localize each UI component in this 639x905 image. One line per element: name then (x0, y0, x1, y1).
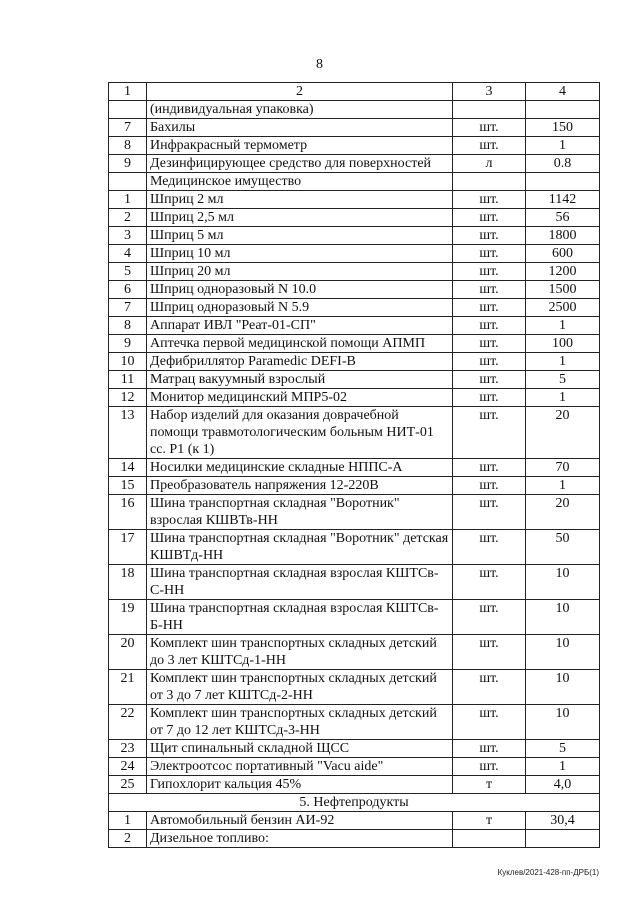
table-row (109, 281, 600, 299)
row-number: 16 (109, 495, 147, 530)
table-row (109, 209, 600, 227)
unit: л (453, 155, 526, 173)
row-number: 14 (109, 459, 147, 477)
unit: шт. (453, 245, 526, 263)
quantity: 56 (526, 209, 600, 227)
row-number: 13 (109, 407, 147, 459)
quantity: 2500 (526, 299, 600, 317)
table-row (109, 137, 600, 155)
item-name: Шприц 20 мл (147, 263, 453, 281)
item-name: Электроотсос портативный "Vacu aide" (147, 758, 453, 776)
quantity: 1 (526, 758, 600, 776)
unit (453, 173, 526, 191)
item-name: Шприц одноразовый N 5.9 (147, 299, 453, 317)
item-name: Аппарат ИВЛ "Реат-01-СП" (147, 317, 453, 335)
quantity: 1 (526, 317, 600, 335)
table-row (109, 830, 600, 848)
row-number: 8 (109, 137, 147, 155)
quantity: 100 (526, 335, 600, 353)
quantity: 1 (526, 353, 600, 371)
unit: шт. (453, 670, 526, 705)
quantity: 1142 (526, 191, 600, 209)
table-row (109, 776, 600, 794)
item-name: Комплект шин транспортных складных детский от 7 до 12 лет КШТСд-3-НН (147, 705, 453, 740)
unit: шт. (453, 119, 526, 137)
section-row (109, 794, 600, 812)
row-number: 19 (109, 600, 147, 635)
item-name: Инфракрасный термометр (147, 137, 453, 155)
row-number: 1 (109, 812, 147, 830)
item-name: Шприц 2 мл (147, 191, 453, 209)
quantity: 5 (526, 740, 600, 758)
item-name: Дизельное топливо: (147, 830, 453, 848)
unit: шт. (453, 389, 526, 407)
unit: шт. (453, 299, 526, 317)
item-name: Шина транспортная складная "Воротник" детская КШВТд-НН (147, 530, 453, 565)
unit: шт. (453, 371, 526, 389)
table-row (109, 459, 600, 477)
table-header-row (109, 83, 600, 101)
unit: шт. (453, 209, 526, 227)
quantity: 10 (526, 565, 600, 600)
quantity: 20 (526, 407, 600, 459)
table-row (109, 101, 600, 119)
table-row (109, 812, 600, 830)
item-name: Дезинфицирующее средство для поверхностей (147, 155, 453, 173)
document-code: Куклев/2021-428-пп-ДРБ(1) (497, 868, 599, 877)
unit: шт. (453, 137, 526, 155)
table-row (109, 335, 600, 353)
item-name: Щит спинальный складной ЩСС (147, 740, 453, 758)
table-row (109, 705, 600, 740)
unit: шт. (453, 635, 526, 670)
quantity: 10 (526, 670, 600, 705)
unit (453, 101, 526, 119)
unit: шт. (453, 459, 526, 477)
table-row (109, 173, 600, 191)
item-name: Медицинское имущество (147, 173, 453, 191)
section-title: 5. Нефтепродукты (109, 794, 600, 812)
quantity: 10 (526, 635, 600, 670)
row-number: 9 (109, 335, 147, 353)
table-row (109, 670, 600, 705)
table-row (109, 119, 600, 137)
item-name: Гипохлорит кальция 45% (147, 776, 453, 794)
item-name: Автомобильный бензин АИ-92 (147, 812, 453, 830)
supplies-table (108, 82, 600, 848)
quantity: 20 (526, 495, 600, 530)
item-name: Шприц 2,5 мл (147, 209, 453, 227)
row-number: 15 (109, 477, 147, 495)
unit: шт. (453, 530, 526, 565)
row-number: 9 (109, 155, 147, 173)
unit: т (453, 812, 526, 830)
table-row (109, 389, 600, 407)
table-row (109, 371, 600, 389)
row-number: 5 (109, 263, 147, 281)
row-number: 18 (109, 565, 147, 600)
item-name: Шина транспортная складная взрослая КШТСв-Б-НН (147, 600, 453, 635)
item-name: Бахилы (147, 119, 453, 137)
row-number: 2 (109, 209, 147, 227)
item-name: Преобразователь напряжения 12-220В (147, 477, 453, 495)
item-name: Шина транспортная складная "Воротник" взрослая КШВТв-НН (147, 495, 453, 530)
table-row (109, 530, 600, 565)
unit (453, 830, 526, 848)
unit: шт. (453, 565, 526, 600)
header-cell: 3 (453, 83, 526, 101)
unit: шт. (453, 353, 526, 371)
table-row (109, 191, 600, 209)
row-number: 11 (109, 371, 147, 389)
row-number: 2 (109, 830, 147, 848)
table-row (109, 245, 600, 263)
item-name: Дефибриллятор Paramedic DEFI-B (147, 353, 453, 371)
page-number: 8 (316, 57, 323, 72)
row-number: 25 (109, 776, 147, 794)
item-name: Носилки медицинские складные НППС-А (147, 459, 453, 477)
quantity: 1 (526, 389, 600, 407)
item-name: Шприц одноразовый N 10.0 (147, 281, 453, 299)
item-name: Шприц 10 мл (147, 245, 453, 263)
table-row (109, 495, 600, 530)
row-number: 3 (109, 227, 147, 245)
unit: шт. (453, 281, 526, 299)
row-number (109, 173, 147, 191)
item-name: Набор изделий для оказания доврачебной помощи травмотологическим больным НИТ-01 сс. Р1 (к 1) (147, 407, 453, 459)
row-number: 1 (109, 191, 147, 209)
table-row (109, 155, 600, 173)
unit: т (453, 776, 526, 794)
row-number (109, 101, 147, 119)
table-row (109, 565, 600, 600)
row-number: 6 (109, 281, 147, 299)
quantity: 1 (526, 477, 600, 495)
quantity: 10 (526, 705, 600, 740)
row-number: 4 (109, 245, 147, 263)
table-row (109, 407, 600, 459)
table-row (109, 758, 600, 776)
row-number: 23 (109, 740, 147, 758)
unit: шт. (453, 317, 526, 335)
unit: шт. (453, 600, 526, 635)
row-number: 17 (109, 530, 147, 565)
quantity: 4,0 (526, 776, 600, 794)
table-row (109, 353, 600, 371)
unit: шт. (453, 495, 526, 530)
table-row (109, 263, 600, 281)
row-number: 8 (109, 317, 147, 335)
row-number: 12 (109, 389, 147, 407)
header-cell: 1 (109, 83, 147, 101)
quantity: 5 (526, 371, 600, 389)
table-row (109, 299, 600, 317)
item-name: (индивидуальная упаковка) (147, 101, 453, 119)
quantity: 10 (526, 600, 600, 635)
quantity (526, 101, 600, 119)
unit: шт. (453, 477, 526, 495)
quantity (526, 830, 600, 848)
unit: шт. (453, 758, 526, 776)
table-row (109, 635, 600, 670)
unit: шт. (453, 705, 526, 740)
row-number: 21 (109, 670, 147, 705)
row-number: 7 (109, 299, 147, 317)
quantity: 600 (526, 245, 600, 263)
unit: шт. (453, 227, 526, 245)
unit: шт. (453, 740, 526, 758)
quantity (526, 173, 600, 191)
quantity: 70 (526, 459, 600, 477)
quantity: 30,4 (526, 812, 600, 830)
row-number: 22 (109, 705, 147, 740)
item-name: Матрац вакуумный взрослый (147, 371, 453, 389)
unit: шт. (453, 263, 526, 281)
header-cell: 4 (526, 83, 600, 101)
item-name: Монитор медицинский МПР5-02 (147, 389, 453, 407)
unit: шт. (453, 191, 526, 209)
quantity: 1500 (526, 281, 600, 299)
row-number: 10 (109, 353, 147, 371)
item-name: Комплект шин транспортных складных детский от 3 до 7 лет КШТСд-2-НН (147, 670, 453, 705)
item-name: Аптечка первой медицинской помощи АПМП (147, 335, 453, 353)
table-row (109, 317, 600, 335)
quantity: 1800 (526, 227, 600, 245)
table-row (109, 740, 600, 758)
table-row (109, 477, 600, 495)
unit: шт. (453, 335, 526, 353)
table-row (109, 600, 600, 635)
quantity: 1200 (526, 263, 600, 281)
quantity: 1 (526, 137, 600, 155)
quantity: 150 (526, 119, 600, 137)
item-name: Комплект шин транспортных складных детский до 3 лет КШТСд-1-НН (147, 635, 453, 670)
quantity: 50 (526, 530, 600, 565)
item-name: Шина транспортная складная взрослая КШТСв-С-НН (147, 565, 453, 600)
header-cell: 2 (147, 83, 453, 101)
item-name: Шприц 5 мл (147, 227, 453, 245)
row-number: 24 (109, 758, 147, 776)
table-row (109, 227, 600, 245)
row-number: 7 (109, 119, 147, 137)
unit: шт. (453, 407, 526, 459)
row-number: 20 (109, 635, 147, 670)
quantity: 0.8 (526, 155, 600, 173)
